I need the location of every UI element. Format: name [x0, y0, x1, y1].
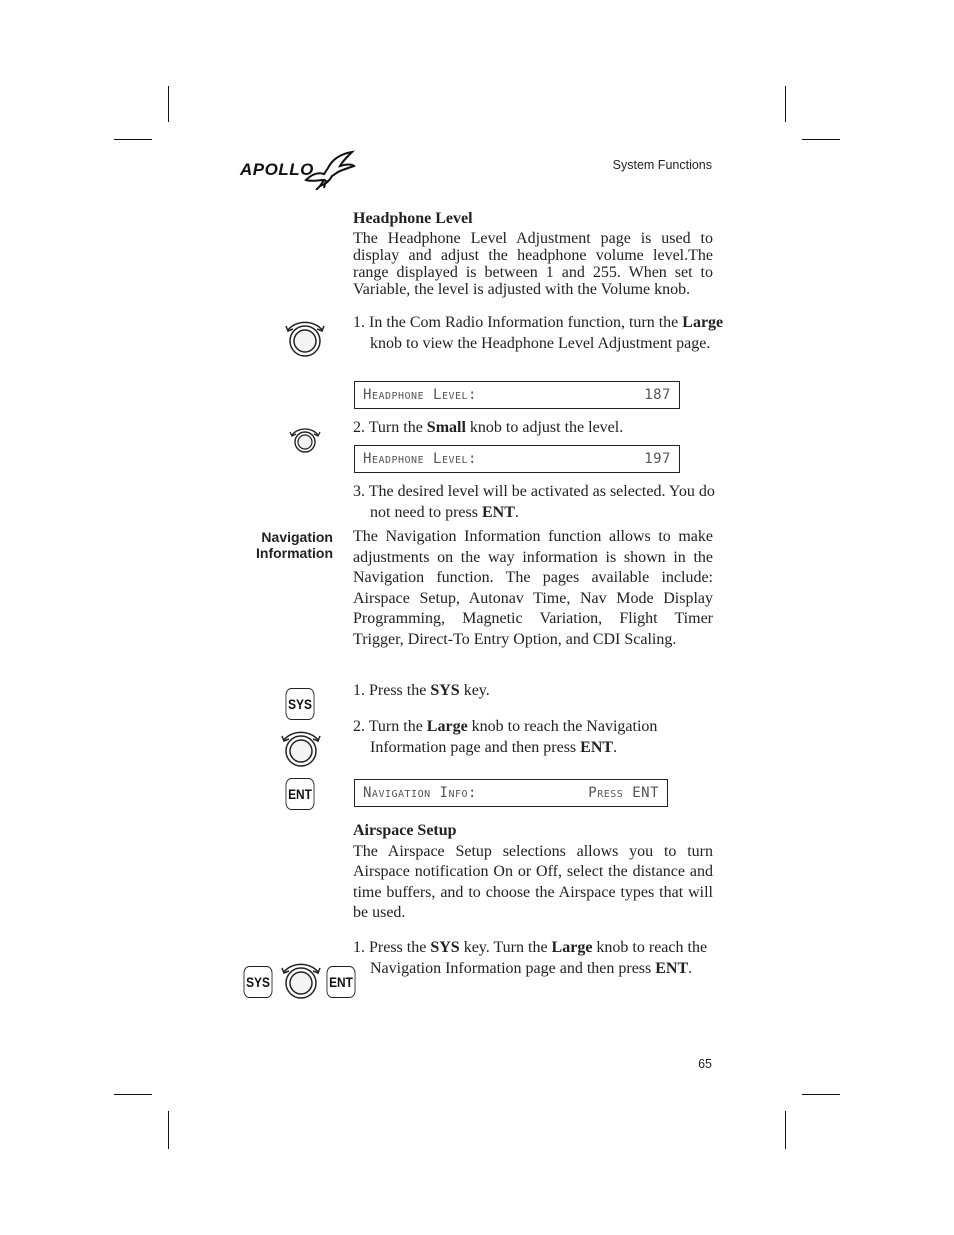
- airspace-intro: The Airspace Setup selections allows you to turn Airspace notification On or Off, select the distance and time buffers, and to choose the Airspace types that will be used.: [353, 842, 713, 921]
- small-knob-icon: [288, 425, 322, 455]
- headphone-heading: Headphone Level: [353, 210, 473, 227]
- ent-key-icon: ENT: [286, 778, 315, 810]
- pegasus-logo-icon: [302, 150, 356, 190]
- lcd-navigation-info: Navigation Info: Press ENT: [354, 779, 668, 807]
- crop-mark: [114, 1094, 152, 1095]
- crop-mark: [114, 139, 152, 140]
- crop-mark: [802, 139, 840, 140]
- navinfo-step-1: 1. Press the SYS key.: [353, 682, 490, 699]
- brand-name: APOLLO: [240, 160, 314, 179]
- navinfo-side-label: Navigation Information: [256, 529, 333, 561]
- brand-logo: [240, 150, 360, 192]
- airspace-step-1: 1. Press the SYS key. Turn the Large knob to reach the Navigation Information page and then press ENT.: [353, 939, 708, 977]
- sys-key-icon: SYS: [286, 688, 315, 720]
- large-knob-icon: [279, 728, 323, 768]
- airspace-section: [353, 821, 713, 924]
- lcd-headphone-level-2: Headphone Level: 197: [354, 445, 680, 473]
- headphone-step-2: 2. Turn the Small knob to adjust the level.: [353, 419, 624, 436]
- airspace-heading: Airspace Setup: [353, 822, 457, 839]
- headphone-step-3: 3. The desired level will be activated as selected. You do not need to press ENT.: [353, 483, 715, 521]
- navinfo-intro: The Navigation Information function allows to make adjustments on the way information is shown in the Navigation function. The pages available include: Airspace Setup, Autonav Time, Nav Mode Display Programming, Magnetic Variation, Flight Timer Trigger, Direct-To Entry Option, and CDI Scaling.: [353, 528, 713, 648]
- crop-mark: [168, 1111, 169, 1149]
- large-knob-icon: [279, 960, 323, 1000]
- section-title: System Functions: [612, 158, 712, 172]
- crop-mark: [168, 86, 169, 122]
- crop-mark: [785, 1111, 786, 1149]
- sys-key-icon: SYS: [244, 966, 273, 998]
- large-knob-icon: [283, 318, 327, 358]
- headphone-section: [353, 209, 713, 298]
- headphone-intro: The Headphone Level Adjustment page is used to display and adjust the headphone volume level.The range displayed is between 1 and 255. When set to Variable, the level is adjusted with the Volume knob.: [353, 229, 713, 298]
- navinfo-step-2: 2. Turn the Large knob to reach the Navigation Information page and then press ENT.: [353, 718, 658, 756]
- crop-mark: [802, 1094, 840, 1095]
- crop-mark: [785, 86, 786, 122]
- lcd-headphone-level-1: Headphone Level: 187: [354, 381, 680, 409]
- headphone-step-1: 1. In the Com Radio Information function, turn the Large knob to view the Headphone Level Adjustment page.: [353, 314, 724, 352]
- ent-key-icon: ENT: [327, 966, 356, 998]
- page-number: 65: [698, 1057, 712, 1071]
